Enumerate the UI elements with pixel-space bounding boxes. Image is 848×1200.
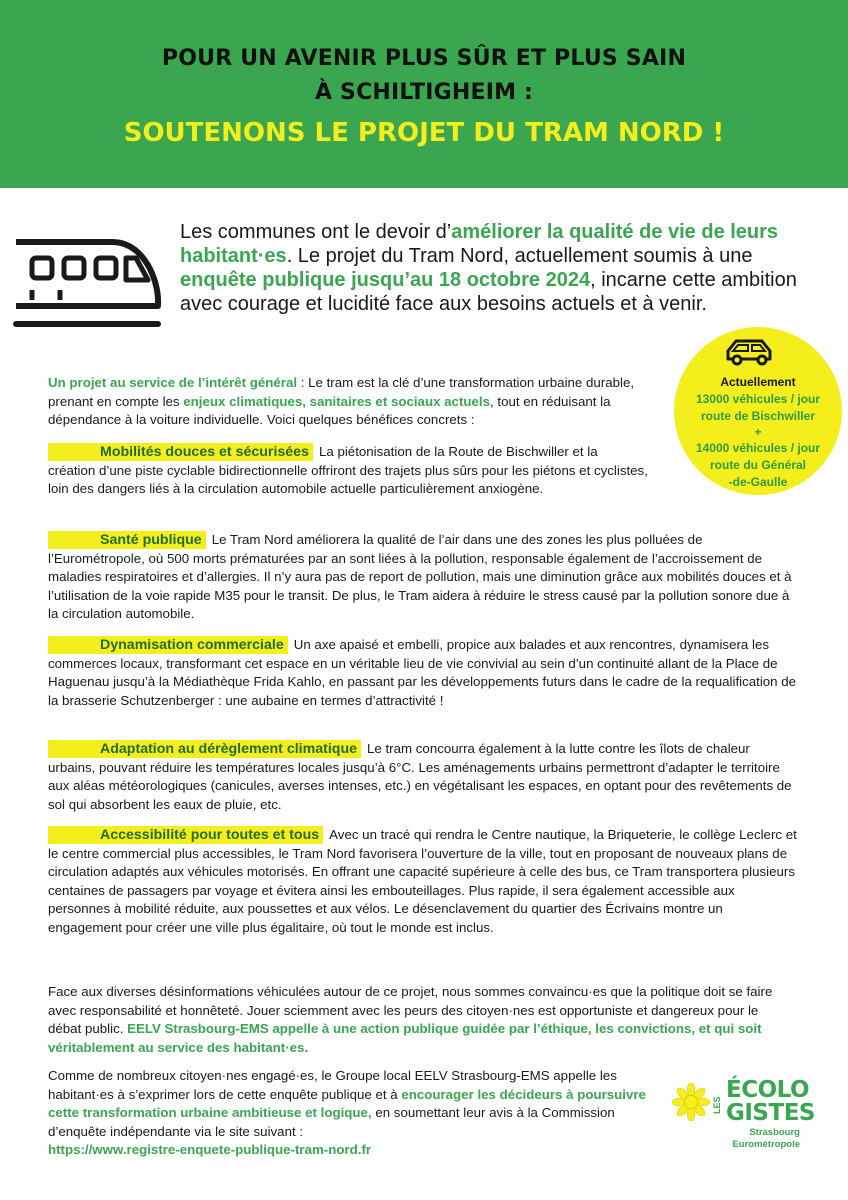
intro-text: Les communes ont le devoir d’ — [180, 221, 452, 243]
section-text: Le Tram Nord améliorera la qualité de l’air dans une des zones les plus polluées de l’Eurométropole, où 500 morts prématurées par an sont liées à la pollution, responsable également de l’accroissement de maladies respiratoires et d’allergies. Il n’y aura pas de report de pollution, mais une diminution grâce aux mobilités douces et à l’utilisation de la voie rapide M35 pour le transit. De plus, le Tram aidera à réduire le stress causé par la pollution sonore due à la circulation automobile. — [48, 532, 792, 621]
logo-region: Eurométropole — [732, 1139, 800, 1150]
registre-link[interactable]: https://www.registre-enquete-publique-tram-nord.fr — [48, 1142, 372, 1157]
traffic-callout — [674, 327, 842, 495]
section-accessibilite — [48, 826, 798, 937]
section-mobilites — [48, 443, 648, 499]
section-sante — [48, 531, 798, 624]
logo-city: Strasbourg — [749, 1127, 800, 1138]
callout-line: 13000 véhicules / jour — [695, 392, 821, 406]
header-line-2: À SCHILTIGHEIM : — [314, 80, 534, 105]
paragraph-text: : Le tram est la clé d’une transformation urbaine durable, prenant en compte les — [48, 375, 635, 409]
section-title: Dynamisation commerciale — [48, 636, 288, 654]
intro-highlight-enquete: enquête publique jusqu’au 18 octobre 2024 — [180, 269, 591, 291]
logo-word-2: GISTES — [726, 1100, 815, 1126]
callout-line: route du Général — [709, 458, 807, 472]
paragraph-highlight: enjeux climatiques, sanitaires et sociaux actuels — [183, 393, 490, 409]
paragraph-text: en soumettant leur avis à la Commission d’enquête indépendante via le site suivant : — [48, 1105, 615, 1139]
paragraph-text: Face aux diverses désinformations véhiculées autour de ce projet, nous sommes convaincu·es que la politique doit se faire avec responsabilité et honnêteté. Jouer sciemment avec les peurs des citoyen·nes est opportuniste et dangereux pour le débat public. — [48, 984, 773, 1036]
section-dynamisation — [48, 636, 798, 710]
section-adaptation — [48, 740, 798, 814]
intro-text: , incarne cette ambition avec courage et lucidité face aux besoins actuels et à venir. — [180, 269, 797, 315]
paragraph-text: , tout en réduisant la dépendance à la voiture individuelle. Voici quelques bénéfices concrets : — [48, 393, 611, 427]
car-icon — [722, 337, 778, 367]
section-text: La piétonisation de la Route de Bischwiller et la création d’une piste cyclable bidirectionnelle offriront des trajets plus sûrs pour les piétons et cyclistes, loin des dangers liés à la circulation automobile actuelle particulièrement anxiogène. — [48, 444, 648, 496]
section-text: Le tram concourra également à la lutte contre les îlots de chaleur urbains, pouvant réduire les températures locales jusqu’à 6°C. Les aménagements urbains permettront d’adapter le territoire aux aléas météorologiques (canicules, averses intenses, etc.) en végétalisant les espaces, en optant pour des revêtements de sol qui absorbent les eaux de pluie, etc. — [48, 741, 792, 812]
intro-text: . Le projet du Tram Nord, actuellement soumis à une — [286, 245, 753, 267]
header-slogan: SOUTENONS LE PROJET DU TRAM NORD ! — [123, 118, 725, 148]
general-interest-lead: Un projet au service de l’intérêt général — [48, 375, 298, 390]
logo-les: LES — [712, 1096, 722, 1114]
callout-line: route de Bischwiller — [700, 409, 816, 423]
section-title: Accessibilité pour toutes et tous — [48, 826, 323, 844]
sunflower-icon — [672, 1083, 710, 1121]
callout-line: 14000 véhicules / jour — [695, 441, 821, 455]
header-line-1: POUR UN AVENIR PLUS SÛR ET PLUS SAIN — [161, 46, 687, 71]
tram-icon — [12, 232, 162, 332]
intro-highlight-quality: améliorer la qualité de vie de leurs habitant·es — [180, 221, 779, 267]
intro-paragraph — [180, 220, 820, 316]
section-text: Avec un tracé qui rendra le Centre nautique, la Briqueterie, le collège Leclerc et le centre commercial plus accessibles, le Tram Nord favorisera l’ouverture de la ville, tout en proposant de nouveaux plans de circulation adaptés aux véhicules motorisés. En offrant une capacité supérieure à celle des bus, ce Tram transportera plusieurs centaines de passagers par voyage et évitera ainsi les embouteillages. Plus rapide, il sera également accessible aux personnes à mobilité réduite, aux poussettes et aux vélos. Le désenclavement du quartier des Écrivains montre un engagement pour créer une ville plus égalitaire, où tout le monde est inclus. — [48, 827, 797, 935]
section-title: Mobilités douces et sécurisées — [48, 443, 313, 461]
callout-plus: + — [754, 425, 762, 439]
section-title: Adaptation au dérèglement climatique — [48, 740, 361, 758]
closing-paragraph-2 — [48, 1067, 658, 1160]
closing-paragraph-1 — [48, 983, 793, 1057]
section-text: Un axe apaisé et embelli, propice aux balades et aux rencontres, dynamisera les commerces locaux, transformant cet espace en un véritable lieu de vie convivial au sein d’un continuité allant de la Place de Haguenau jusqu’à la Médiathèque Frida Kahlo, en passant par les développements futurs dans le cadre de la requalification de la brasserie Schutzenberger : une aubaine en termes d’attractivité ! — [48, 637, 797, 708]
section-title: Santé publique — [48, 531, 206, 549]
header-banner — [0, 0, 848, 188]
les-ecologistes-logo — [672, 1077, 815, 1157]
callout-label: Actuellement — [720, 375, 796, 389]
paragraph-text: Comme de nombreux citoyen·nes engagé·es, le Groupe local EELV Strasbourg-EMS appelle les habitant·es à s’exprimer lors de cette enquête publique et à — [48, 1068, 617, 1102]
paragraph-highlight: encourager les décideurs à poursuivre cette transformation urbaine ambitieuse et logique, — [48, 1086, 646, 1120]
callout-line: -de-Gaulle — [728, 475, 788, 489]
general-interest-paragraph — [48, 374, 658, 430]
paragraph-highlight: EELV Strasbourg-EMS appelle à une action publique guidée par l’éthique, les convictions, et qui soit véritablement au service des habitant·es. — [48, 1021, 762, 1055]
logo-word-1: ÉCOLO — [726, 1077, 810, 1103]
